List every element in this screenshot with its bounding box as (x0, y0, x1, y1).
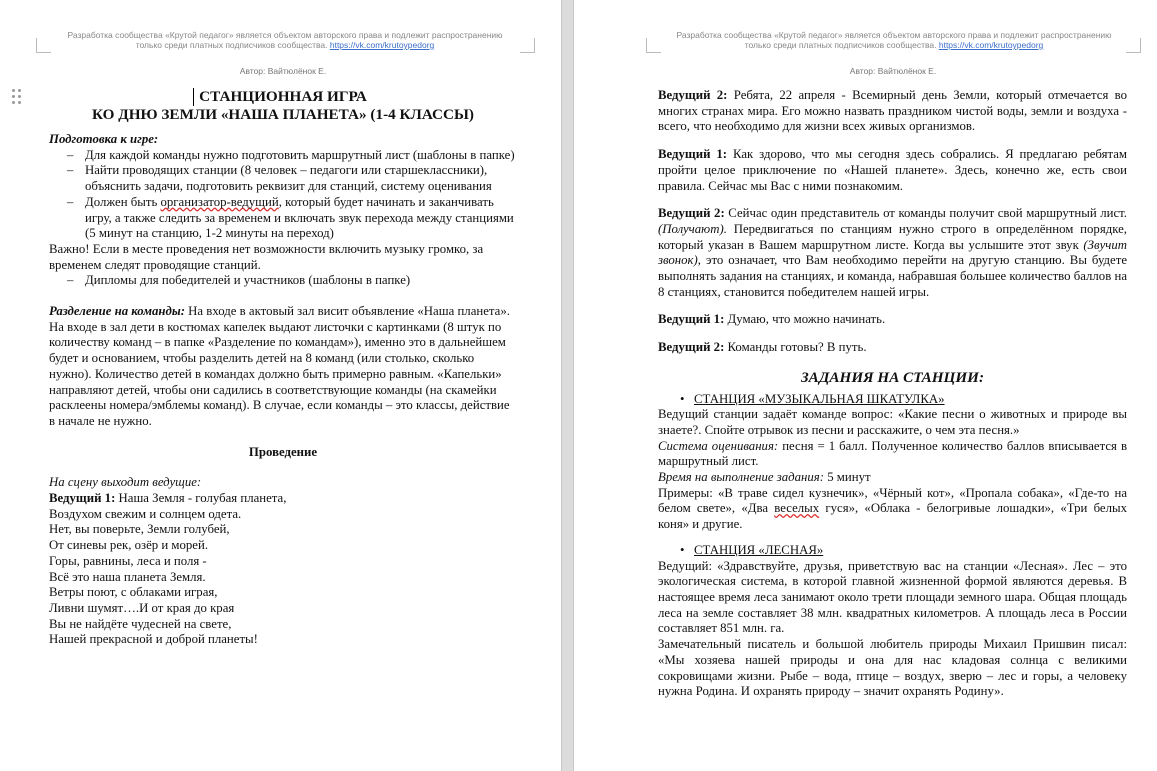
poem-line: Ведущий 1: Наша Земля - голубая планета, (49, 491, 287, 506)
header-line-1: Разработка сообщества «Крутой педагог» является объектом авторского права и подлежит распространению (67, 30, 503, 40)
prep-heading: Подготовка к игре: (49, 132, 159, 146)
poem-line: Нет, вы поверьте, Земли голубей, (49, 522, 230, 537)
header-line-2: только среди платных подписчиков сообщества. (744, 40, 937, 50)
header-line-2: только среди платных подписчиков сообщества. (135, 40, 328, 50)
station-list (658, 543, 1127, 559)
author-line: Автор: Вайтюлёнок Е. (849, 66, 937, 76)
station-title: • СТАНЦИЯ «ЛЕСНАЯ» (680, 542, 824, 557)
header-line-1: Разработка сообщества «Крутой педагог» является объектом авторского права и подлежит распространению (676, 30, 1112, 40)
host-paragraph: Ведущий 2: Сейчас один представитель от команды получит свой маршрутный лист. (Получают). Передвигаться по станциям нужно строго в определённом порядке, который указан в Вашем маршрутном листе. Когда вы услышите этот звук (Звучит звонок), это означает, что Вам необходимо перейти на другую станцию. Вы будете выполнять задания на станциях, и команда, набравшая большее количество баллов на 8 станциях, становится победителем нашей игры. (658, 206, 1127, 299)
poem-line: Нашей прекрасной и доброй планеты! (49, 632, 258, 647)
poem-line: Воздухом свежим и солнцем одета. (49, 506, 242, 521)
stage-note: На сцену выходит ведущие: (49, 475, 202, 490)
poem-line: Всё это наша планета Земля. (49, 569, 206, 584)
poem-line: От синевы рек, озёр и морей. (49, 538, 209, 553)
header-margin-mark (520, 38, 535, 53)
station-examples: Примеры: «В траве сидел кузнечик», «Чёрный кот», «Пропала собака», «Где-то на белом свете», «Два веселых гуся», «Облака - белогривые лошадки», «Три белых коня» и другие. (658, 485, 1127, 532)
poem-line: Ветры поют, с облаками играя, (49, 585, 218, 600)
poem-line: Вы не найдёте чудесней на свете, (49, 616, 232, 631)
station-text: Ведущий станции задаёт команде вопрос: «Какие песни о животных и природе вы знаете?. Спойте отрывок из песни и расскажите, о чем эта песня.» (658, 407, 1127, 437)
list-item: – Для каждой команды нужно подготовить маршрутный лист (шаблоны в папке) (67, 147, 515, 162)
header-margin-mark (646, 38, 661, 53)
document-page-left (0, 0, 561, 771)
prep-list (49, 148, 517, 242)
host-paragraph: Ведущий 2: Команды готовы? В путь. (658, 340, 867, 355)
station-list (658, 392, 1127, 408)
list-item: – Дипломы для победителей и участников (шаблоны в папке) (67, 273, 411, 288)
poem (49, 491, 517, 648)
host-label: Ведущий 1: (49, 491, 116, 506)
right-page-content (658, 88, 1127, 700)
author-line: Автор: Вайтюлёнок Е. (239, 66, 327, 76)
header-link[interactable]: https://vk.com/krutoypedorg (938, 40, 1044, 50)
prep-list-2 (49, 273, 517, 289)
drag-handle-icon[interactable] (12, 89, 22, 105)
list-item: – Найти проводящих станции (8 человек – педагоги или старшеклассники), объяснить задачи, подготовить реквизит для станций, систему оценивания (67, 163, 492, 194)
poem-line: Горы, равнины, леса и поля - (49, 553, 207, 568)
station-text: Ведущий: «Здравствуйте, друзья, приветствую вас на станции «Лесная». Лес – это экологическая система, в которой главной жизненной формой являются деревья. В настоящее время леса занимают около трети площади земного шара. Общая площадь леса на земле составляет 38 млн. квадратных километров. А площадь леса в России составляет 851 млн. га. (658, 558, 1127, 636)
left-page-content (49, 88, 517, 648)
header-margin-mark (1126, 38, 1141, 53)
header-link[interactable]: https://vk.com/krutoypedorg (329, 40, 435, 50)
doc-title-line-2: КО ДНЮ ЗЕМЛИ «НАША ПЛАНЕТА» (1-4 КЛАССЫ) (92, 106, 474, 123)
header-margin-mark (36, 38, 51, 53)
poem-line: Ливни шумят….И от края до края (49, 600, 235, 615)
page-header (660, 30, 1128, 50)
station-title: • СТАНЦИЯ «МУЗЫКАЛЬНАЯ ШКАТУЛКА» (680, 391, 945, 406)
host-paragraph: Ведущий 2: Ребята, 22 апреля - Всемирный день Земли, который отмечается во многих странах мира. Его можно назвать праздником чистой воды, земли и воздуха - всего, что необходимо для жизни всех живых организмов. (658, 88, 1127, 134)
host-paragraph: Ведущий 1: Как здорово, что мы сегодня здесь собрались. Я предлагаю ребятам пройти целое приключение по «Нашей планете». Здесь, конечно же, есть свои правила. Сейчас мы Вас с ними познакомим. (658, 147, 1127, 193)
host-paragraph: Ведущий 1: Думаю, что можно начинать. (658, 312, 886, 327)
division-paragraph: Разделение на команды: На входе в актовый зал висит объявление «Наша планета». На входе в зал дети в костюмах капелек выдают листочки с картинками (8 штук по количеству команд – в папке «Разделение по командам»), именно это в дальнейшем будет и основанием, чтобы разделить детей на 8 команд (или столько, сколько нужно). Количество детей в командах должно быть примерно равным. «Капельки» направляют детей, чтобы они садились в соответствующие команды (на скамейки расклеены номера/эмблемы команд). В случае, если команды – это классы, действие в начале не нужно. (49, 304, 510, 428)
tasks-heading: ЗАДАНИЯ НА СТАНЦИИ: (800, 368, 985, 386)
page-gutter (561, 0, 574, 771)
doc-title-line-1: СТАНЦИОННАЯ ИГРА (199, 88, 367, 105)
station-time: Время на выполнение задания: 5 минут (658, 470, 871, 485)
page-header (50, 30, 520, 50)
list-item: – Должен быть организатор-ведущий, который будет начинать и заканчивать игру, а также следить за временем и включать звук перехода между станциями (5 минут на станцию, 1-2 минуты на переход) (67, 194, 514, 241)
conduct-heading: Проведение (248, 444, 318, 459)
important-note: Важно! Если в месте проведения нет возможности включить музыку громко, за временем следят проводящие станций. (49, 241, 484, 272)
spellcheck-word: организатор-ведущий (160, 194, 279, 209)
station-eval: Система оценивания: песня = 1 балл. Полученное количество баллов вписывается в маршрутный лист. (658, 438, 1127, 469)
station-text: Замечательный писатель и большой любитель природы Михаил Пришвин писал: «Мы хозяева нашей природы и она для нас кладовая солнца с великими сокровищами жизни. Рыбе – вода, птице – воздух, зверю – лес и горы, а человеку нужна Родина. И охранять природу – значит охранять Родину». (658, 637, 1127, 699)
document-page-right (574, 0, 1157, 771)
spellcheck-word: веселых (774, 501, 820, 516)
